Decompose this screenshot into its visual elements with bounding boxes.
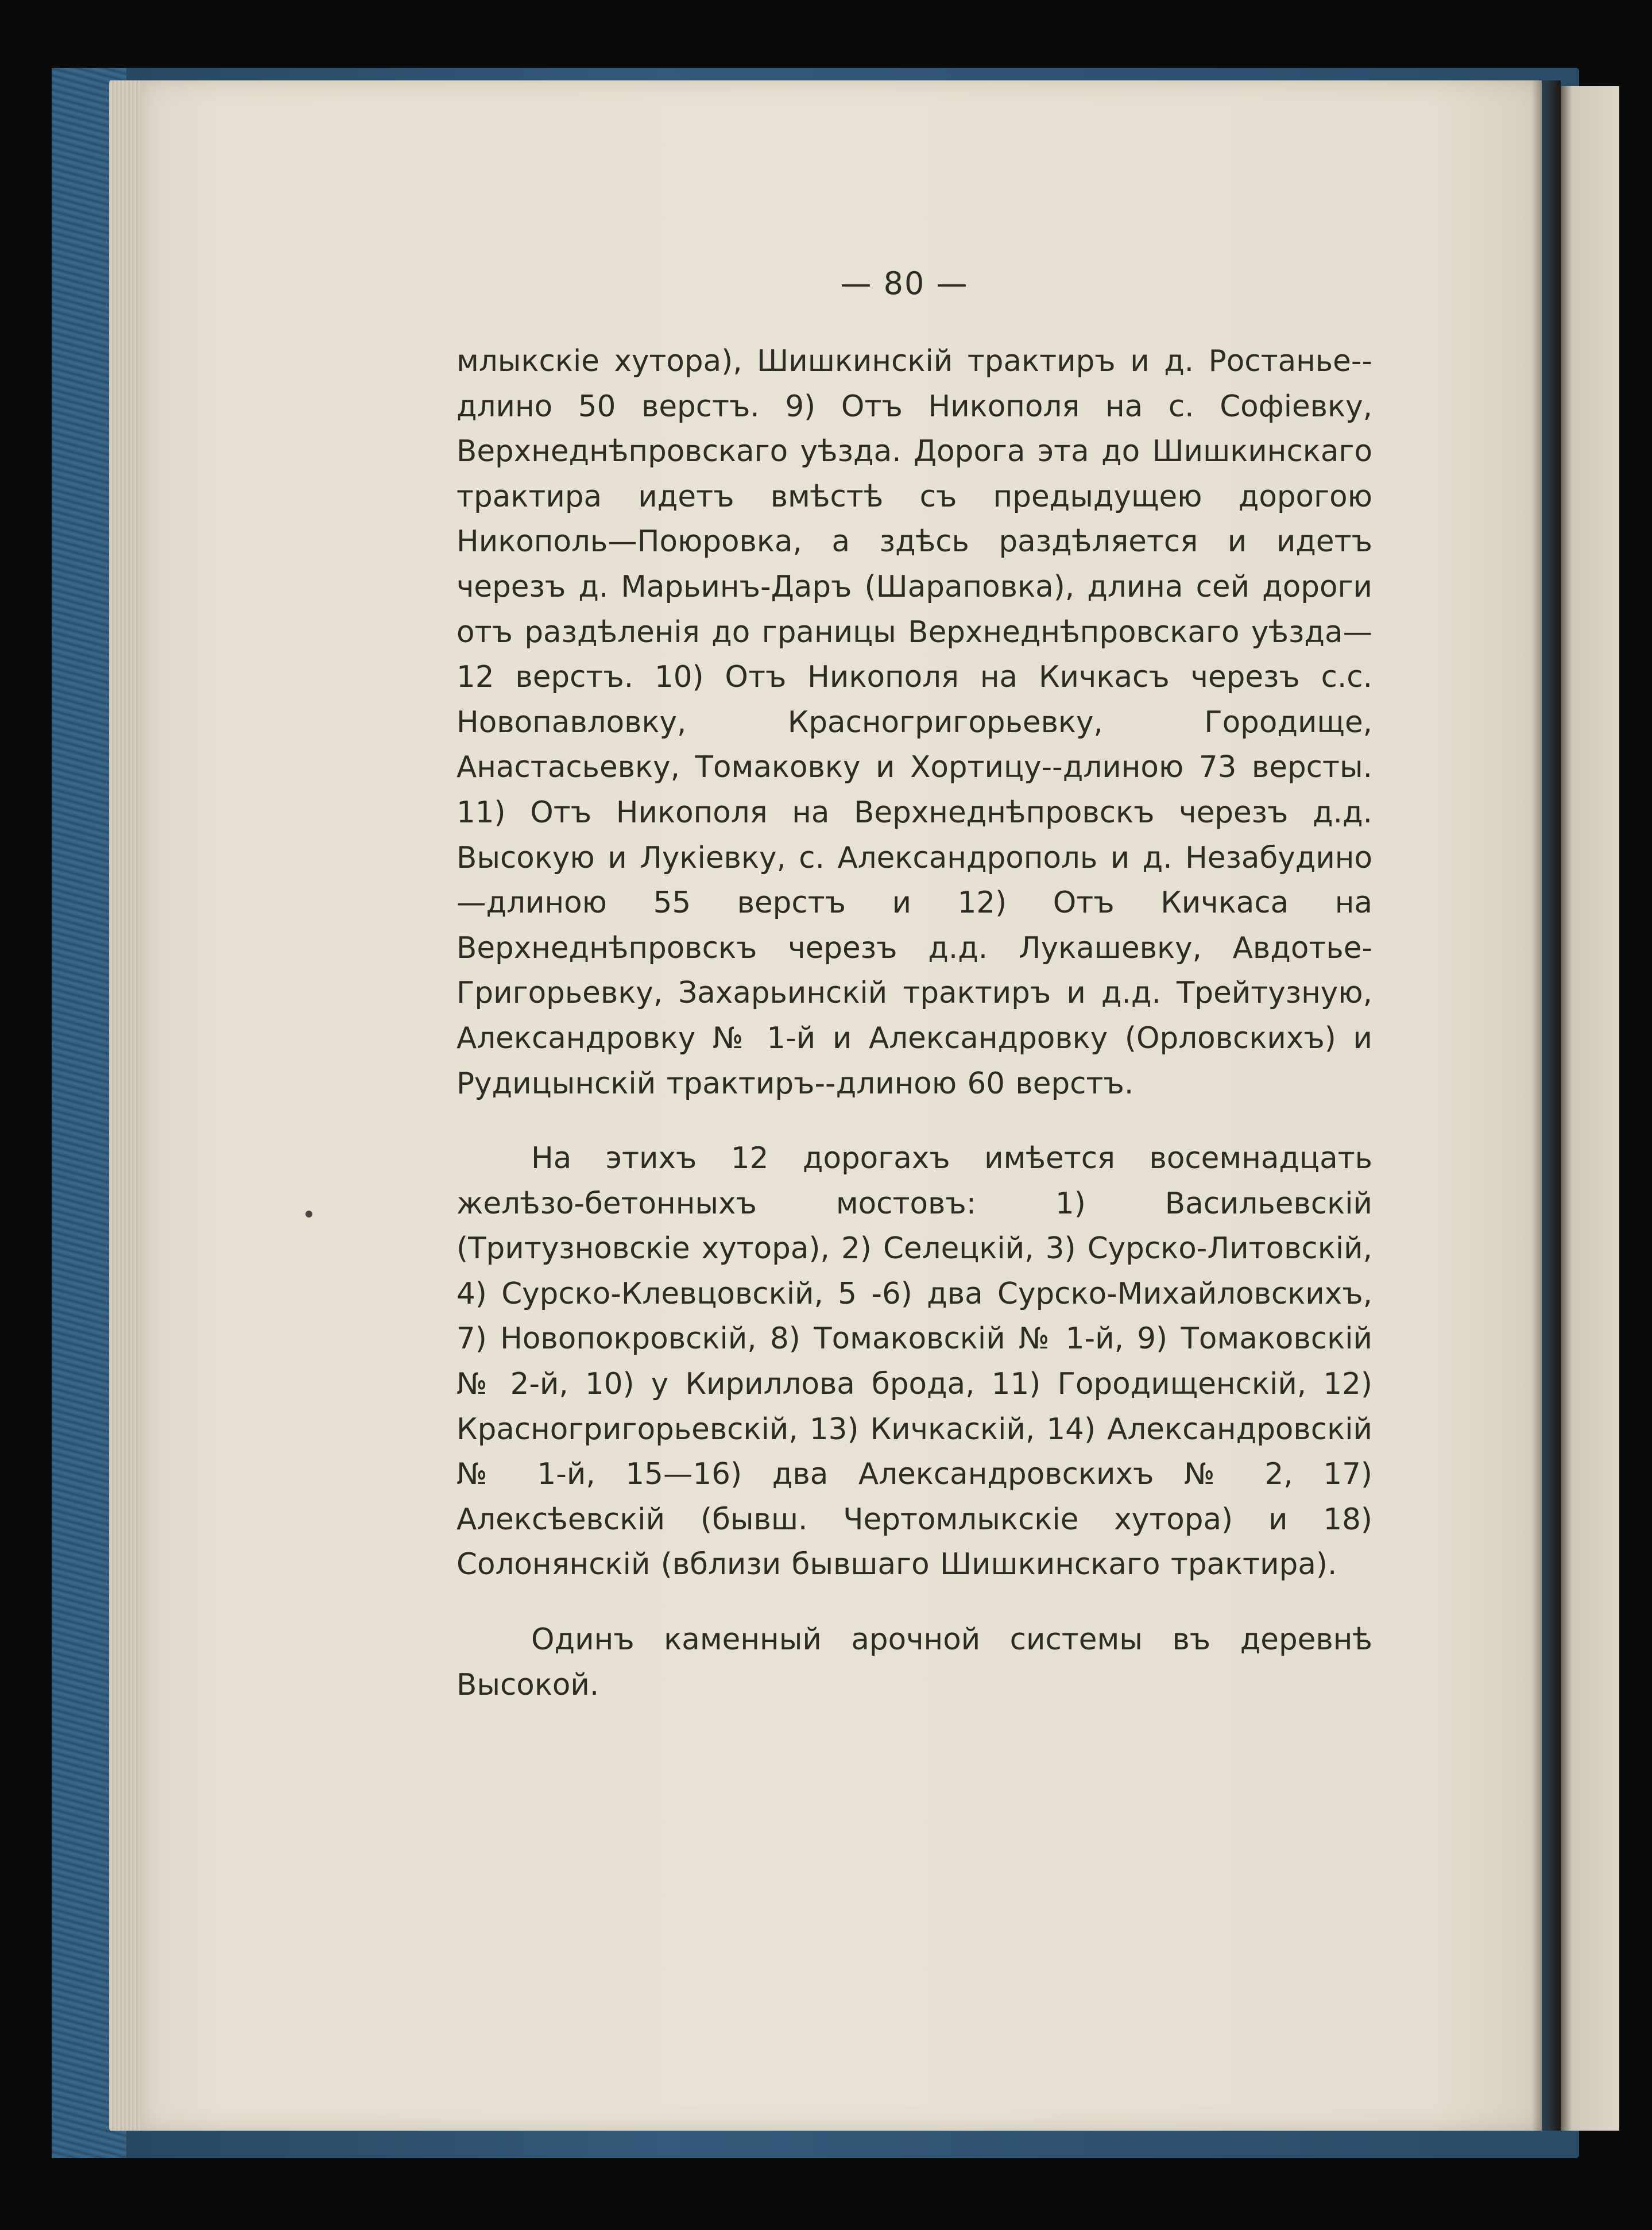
page-gutter-shadow <box>1532 80 1561 2131</box>
page-number: — 80 — <box>840 265 969 302</box>
page-body <box>456 339 1372 1707</box>
paragraph-roads-list: млыкскіе хутора), Шишкинскій трактиръ и д. Ростанье--длино 50 верстъ. 9) Отъ Никополя на с. Софіевку, Верхнеднѣпровскаго уѣзда. Дорога эта до Шишкинскаго трактира идетъ вмѣстѣ съ предыдущею дорогою Никополь—Поюровка, а здѣсь раздѣляется и идетъ черезъ д. Марьинъ-Даръ (Шараповка), длина сей дороги отъ раздѣленія до границы Верхнеднѣпровскаго уѣзда— 12 верстъ. 10) Отъ Никополя на Кичкасъ черезъ с.с. Новопавловку, Красногригорьевку, Городище, Анастасьевку, Томаковку и Хортицу--длиною 73 версты. 11) Отъ Никополя на Верхнеднѣпровскъ черезъ д.д. Высокую и Лукіевку, с. Александрополь и д. Незабудино—длиною 55 верстъ и 12) Отъ Кичкаса на Верхнеднѣпровскъ черезъ д.д. Лукашевку, Авдотье-Григорьевку, Захарьинскій трактиръ и д.д. Трейтузную, Александровку № 1-й и Александровку (Орловскихъ) и Рудицынскій трактиръ--длиною 60 верстъ. <box>456 344 1372 1101</box>
paragraph-bridges-list: На этихъ 12 дорогахъ имѣется восемнадцать желѣзо-бетонныхъ мостовъ: 1) Васильевскій (Тритузновскіе хутора), 2) Селецкій, 3) Сурско-Литовскій, 4) Сурско-Клевцовскій, 5 -6) два Сурско-Михайловскихъ, 7) Новопокровскій, 8) Томаковскій № 1-й, 9) Томаковскій № 2-й, 10) у Кириллова брода, 11) Городищенскій, 12) Красногригорьевскій, 13) Кичкаскій, 14) Александровскій № 1-й, 15—16) два Александровскихъ № 2, 17) Алексѣевскій (бывш. Чертомлыкскіе хутора) и 18) Солонянскій (вблизи бывшаго Шишкинскаго трактира). <box>456 1141 1372 1582</box>
margin-speck <box>305 1211 312 1218</box>
facing-page-edge <box>1556 86 1619 2131</box>
paragraph-stone-bridge: Одинъ каменный арочной системы въ деревнѣ Высокой. <box>456 1622 1372 1702</box>
